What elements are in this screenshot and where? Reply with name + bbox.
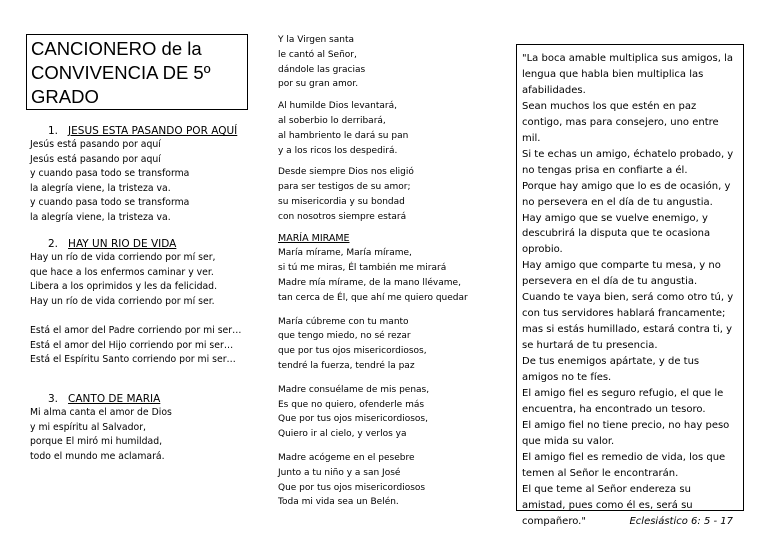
song-title: MARÍA MIRAME (278, 232, 350, 244)
quote-line: mas si estás humillado, estará contra ti, y (522, 324, 733, 336)
quote-line: El que teme al Señor endereza su (522, 483, 691, 495)
song-1 (30, 124, 265, 226)
lyric-line: tan cerca de Él, que ahí me quiero quedar (278, 292, 468, 303)
song-heading: 3. CANTO DE MARIA (48, 393, 161, 405)
lyric-line: Está el amor del Hijo corriendo por mi ser… (30, 339, 234, 351)
lyric-line: todo el mundo me aclamará. (30, 450, 165, 462)
lyric-line: su misericordia y su bondad (278, 196, 405, 207)
lyric-line: y a los ricos los despedirá. (278, 145, 398, 156)
lyric-line: que hace a los enfermos caminar y ver. (30, 266, 214, 278)
lyric-line: María mírame, María mírame, (278, 248, 412, 259)
quote-line: "La boca amable multiplica sus amigos, la (522, 53, 733, 64)
song-title: JESUS ESTA PASANDO POR AQUÍ (68, 125, 238, 137)
lyric-line: Es que no quiero, ofenderle más (278, 399, 425, 410)
lyric-line: para ser testigos de su amor; (278, 182, 411, 193)
middle-column (278, 33, 503, 510)
stanza (278, 383, 503, 442)
quote-line: Hay amigo que se vuelve enemigo, y (522, 212, 708, 224)
lyric-line: Toda mi vida sea un Belén. (278, 497, 399, 508)
lyric-line: dándole las gracias (278, 64, 366, 75)
lyric-line: y mi espíritu al Salvador, (30, 421, 146, 433)
lyric-line: le cantó al Señor, (278, 49, 357, 60)
lyric-line: Desde siempre Dios nos eligió (278, 167, 414, 178)
lyric-line: Está el amor del Padre corriendo por mi ser… (30, 324, 242, 336)
lyric-line: Libera a los oprimidos y les da felicidad. (30, 281, 218, 293)
quote-line: compañero." (522, 515, 586, 527)
quote-line: Sean muchos los que estén en paz (522, 100, 697, 112)
quote-line: encuentra, ha encontrado un tesoro. (522, 403, 706, 415)
song-heading: 2. HAY UN RIO DE VIDA (48, 238, 177, 250)
page-title: CANCIONERO de la CONVIVENCIA DE 5º GRADO (26, 34, 248, 110)
quote-line: afabilidades. (522, 84, 586, 96)
quote-citation: Eclesiástico 6: 5 - 17 (629, 515, 733, 527)
quote-line: descubrirá la disputa que te ocasiona (522, 228, 711, 240)
lyric-line: Que por tus ojos misericordiosos, (278, 414, 428, 425)
lyric-line: con nosotros siempre estará (278, 211, 407, 222)
song-title: HAY UN RIO DE VIDA (68, 238, 177, 250)
lyric-line: Madre acógeme en el pesebre (278, 452, 415, 463)
lyric-line: Quiero ir al cielo, y verlos ya (278, 429, 407, 440)
song-title: CANTO DE MARIA (68, 393, 161, 405)
quote-line: contigo, mas para consejero, uno entre (522, 116, 719, 128)
stanza (278, 33, 503, 92)
lyric-line: Jesús está pasando por aquí (30, 153, 161, 165)
lyric-line: que por tus ojos misericordiosos, (278, 346, 427, 357)
quote-text (522, 51, 739, 530)
stanza (278, 246, 503, 305)
quote-line: lengua que habla bien multiplica las (522, 68, 704, 80)
quote-line: persevera en el día de tu angustia. (522, 276, 698, 288)
lyric-line: y cuando pasa todo se transforma (30, 168, 190, 180)
lyric-line: por su gran amor. (278, 79, 359, 90)
lyric-line: Hay un río de vida corriendo por mí ser. (30, 295, 215, 307)
quote-line: Hay amigo que comparte tu mesa, y no (522, 260, 721, 272)
stanza (278, 99, 503, 158)
quote-line: Porque hay amigo que lo es de ocasión, y (522, 180, 731, 192)
quote-line: El amigo fiel no tiene precio, no hay peso (522, 419, 730, 431)
stanza (278, 451, 503, 510)
lyric-line: si tú me miras, Él también me mirará (278, 263, 447, 274)
quote-line: El amigo fiel es seguro refugio, el que le (522, 388, 724, 400)
lyric-line: Hay un río de vida corriendo por mí ser, (30, 252, 216, 263)
lyric-line: la alegría viene, la tristeza va. (30, 182, 171, 194)
quote-line: que mida su valor. (522, 435, 615, 447)
quote-line: no persevera en el día de tu angustia. (522, 196, 713, 208)
quote-line: El amigo fiel es remedio de vida, los que (522, 451, 726, 463)
stanza (278, 315, 503, 374)
quote-line: amistad, pues como él es, será su (522, 499, 693, 511)
quote-line: no tengas prisa en confiarte a él. (522, 164, 688, 176)
quote-line: De tus enemigos apártate, y de tus (522, 356, 700, 368)
lyric-line: Jesús está pasando por aquí (30, 139, 161, 150)
lyric-line: Que por tus ojos misericordiosos (278, 482, 426, 493)
lyric-line: Madre mía mírame, de la mano llévame, (278, 277, 461, 288)
lyric-line: María cúbreme con tu manto (278, 316, 409, 327)
quote-line: mil. (522, 132, 541, 144)
lyric-line: y cuando pasa todo se transforma (30, 197, 190, 209)
song-2 (30, 237, 265, 368)
lyric-line: Al humilde Dios levantará, (278, 101, 397, 112)
lyric-line: porque El miró mi humildad, (30, 436, 163, 448)
song-3 (30, 392, 265, 464)
quote-line: Si te echas un amigo, échatelo probado, y (522, 148, 734, 160)
lyric-line: que tengo miedo, no sé rezar (278, 331, 411, 342)
lyric-line: al hambriento le dará su pan (278, 130, 409, 141)
lyric-line: Mi alma canta el amor de Dios (30, 407, 172, 418)
song-heading: 1. JESUS ESTA PASANDO POR AQUÍ (48, 125, 238, 137)
lyric-line: Y la Virgen santa (278, 35, 355, 45)
lyric-line: Junto a tu niño y a san José (278, 467, 401, 478)
lyric-line: tendré la fuerza, tendré la paz (278, 360, 415, 371)
lyric-line: Madre consuélame de mis penas, (278, 384, 430, 395)
quote-box (516, 44, 744, 527)
lyric-line: al soberbio lo derribará, (278, 115, 386, 126)
quote-line: amigos no te fíes. (522, 372, 612, 384)
quote-line: temen al Señor le encontrarán. (522, 467, 679, 479)
quote-line: oprobio. (522, 244, 563, 256)
quote-line: Cuando te vaya bien, será como otro tú, y (522, 292, 734, 304)
quote-line: con tus servidores hablará francamente; (522, 308, 726, 320)
stanza (278, 165, 503, 224)
lyric-line: Está el Espíritu Santo corriendo por mi ser… (30, 354, 236, 366)
lyric-line: la alegría viene, la tristeza va. (30, 211, 171, 223)
quote-line: se hurtará de tu presencia. (522, 340, 658, 352)
